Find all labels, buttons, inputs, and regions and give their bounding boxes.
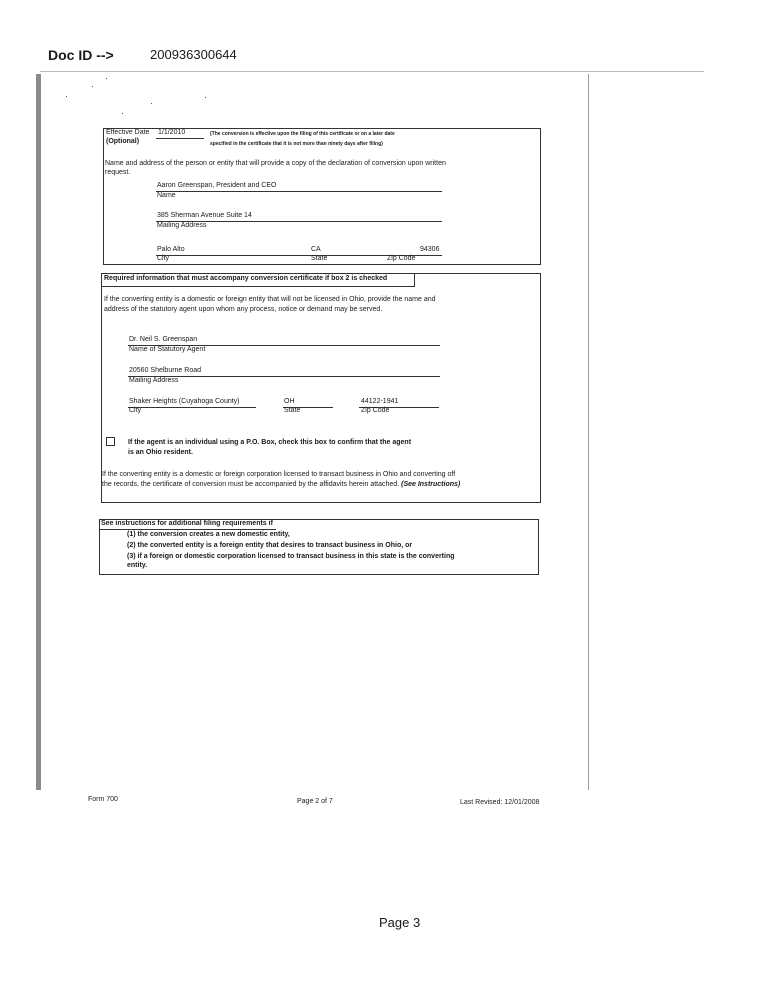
contact-zip-caption: Zip Code bbox=[387, 255, 416, 262]
effective-date-label: Effective Date bbox=[106, 129, 150, 136]
corporation-text-body: the records, the certificate of conversion must be accompanied by the affidavits herein attached. bbox=[102, 481, 400, 488]
contact-state-value: CA bbox=[311, 246, 321, 253]
contact-address-value: 385 Sherman Avenue Suite 14 bbox=[157, 212, 252, 219]
doc-id-value: 200936300644 bbox=[150, 47, 237, 62]
scan-speck bbox=[66, 96, 67, 97]
required-info-text: If the converting entity is a domestic or foreign entity that will not be licensed in Ohio, provide the name and bbox=[104, 296, 436, 303]
agent-zip-value: 44122-1941 bbox=[361, 398, 399, 405]
agent-name-caption: Name of Statutory Agent bbox=[129, 346, 206, 353]
page-count: Page 2 of 7 bbox=[297, 798, 333, 805]
po-box-text: is an Ohio resident. bbox=[128, 449, 193, 456]
contact-address-caption: Mailing Address bbox=[157, 222, 207, 229]
agent-zip-caption: Zip Code bbox=[361, 407, 390, 414]
scan-edge-bar bbox=[36, 74, 41, 790]
contact-state-caption: State bbox=[311, 255, 328, 262]
effective-date-underline bbox=[156, 138, 204, 139]
agent-name-value: Dr. Neil S. Greenspan bbox=[129, 336, 198, 343]
optional-label: (Optional) bbox=[106, 138, 140, 145]
copy-request-text: Name and address of the person or entity that will provide a copy of the declaration of conversion upon written bbox=[105, 160, 446, 167]
effective-date-value: 1/1/2010 bbox=[158, 129, 186, 136]
page-label: Page 3 bbox=[379, 915, 421, 930]
form-number: Form 700 bbox=[88, 796, 118, 803]
contact-name-line bbox=[156, 191, 442, 192]
see-instructions-note: (See Instructions) bbox=[401, 481, 461, 488]
po-box-text: If the agent is an individual using a P.O. Box, check this box to confirm that the agent bbox=[128, 439, 412, 446]
contact-zip-value: 94306 bbox=[420, 246, 440, 253]
po-box-checkbox[interactable] bbox=[106, 437, 115, 446]
copy-request-text: request. bbox=[105, 169, 131, 176]
contact-city-caption: City bbox=[157, 255, 170, 262]
required-info-header: Required information that must accompany conversion certificate if box 2 is checked bbox=[104, 275, 388, 282]
agent-address-value: 20560 Shelburne Road bbox=[129, 367, 202, 374]
contact-name-value: Aaron Greenspan, President and CEO bbox=[157, 182, 277, 189]
scan-speck bbox=[92, 86, 93, 87]
contact-name-caption: Name bbox=[157, 192, 176, 199]
scan-speck bbox=[106, 78, 107, 79]
instructions-header: See instructions for additional filing requirements if bbox=[101, 520, 273, 527]
instruction-item-3-cont: entity. bbox=[127, 562, 148, 569]
effective-date-note: (The conversion is effective upon the filing of this certificate or on a later date bbox=[210, 131, 395, 137]
corporation-text: If the converting entity is a domestic or foreign corporation licensed to transact business in Ohio and converting off bbox=[102, 471, 456, 478]
instruction-item-1: (1) the conversion creates a new domestic entity, bbox=[127, 531, 290, 538]
doc-id-label: Doc ID --> bbox=[48, 47, 114, 63]
required-info-text: address of the statutory agent upon whom any process, notice or demand may be served. bbox=[104, 306, 383, 313]
scan-speck bbox=[122, 113, 123, 114]
scan-speck bbox=[205, 97, 206, 98]
scan-edge-line bbox=[588, 74, 589, 790]
top-divider bbox=[40, 71, 704, 72]
contact-city-value: Palo Alto bbox=[157, 246, 185, 253]
agent-city-line bbox=[128, 407, 256, 408]
agent-state-value: OH bbox=[284, 398, 295, 405]
agent-address-caption: Mailing Address bbox=[129, 377, 179, 384]
corporation-text bbox=[102, 481, 460, 488]
agent-state-caption: State bbox=[284, 407, 301, 414]
agent-city-value: Shaker Heights (Cuyahoga County) bbox=[129, 398, 240, 405]
instruction-item-3: (3) if a foreign or domestic corporation licensed to transact business in this state is the converting bbox=[127, 553, 455, 560]
instructions-header-underline bbox=[100, 529, 276, 530]
scan-speck bbox=[151, 103, 152, 104]
agent-city-caption: City bbox=[129, 407, 142, 414]
effective-date-note: specified in the certificate that it is not more than ninety days after filing) bbox=[210, 141, 383, 147]
instruction-item-2: (2) the converted entity is a foreign entity that desires to transact business in Ohio, or bbox=[127, 542, 413, 549]
last-revised: Last Revised: 12/01/2008 bbox=[460, 799, 540, 806]
